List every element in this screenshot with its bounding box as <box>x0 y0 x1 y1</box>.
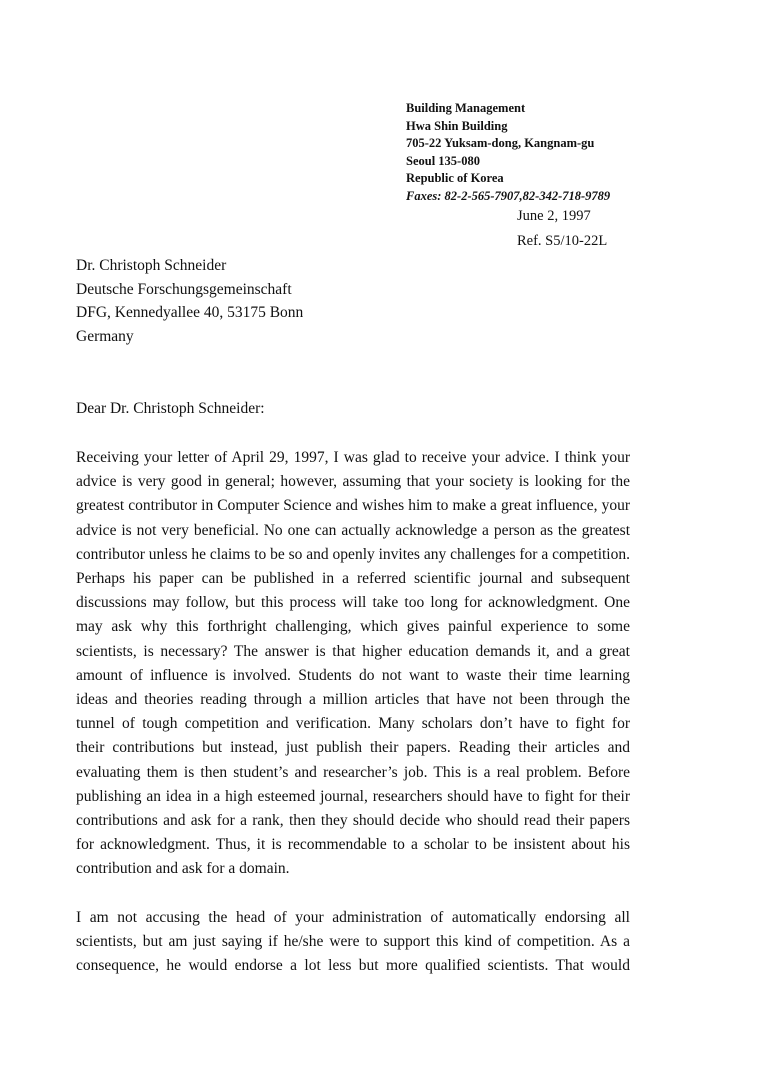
sender-line: Republic of Korea <box>406 171 504 185</box>
recipient-line: Germany <box>76 327 134 345</box>
paragraph-line: contribution and ask for a domain. <box>76 860 290 878</box>
salutation: Dear Dr. Christoph Schneider: <box>76 400 265 417</box>
body-paragraph-2 <box>76 906 630 979</box>
recipient-line: Dr. Christoph Schneider <box>76 257 227 274</box>
paragraph-line: scientists, is necessary? The answer is that higher education demands it, and a great <box>76 642 630 660</box>
paragraph-line: may ask why this forthright challenging, which gives painful experience to some <box>76 618 630 636</box>
sender-line: Building Management <box>406 101 526 115</box>
date-reference-block <box>517 204 607 254</box>
paragraph-line: ideas and theories reading through a million articles that have not been through the <box>76 691 630 709</box>
paragraph-line: publishing an idea in a high esteemed journal, researchers should have to fight for their <box>76 787 630 805</box>
recipient-address-block <box>76 254 303 348</box>
letter-reference: Ref. S5/10-22L <box>517 233 608 249</box>
paragraph-line: Perhaps his paper can be published in a referred scientific journal and subsequent <box>76 570 630 588</box>
letter-date: June 2, 1997 <box>517 208 591 224</box>
paragraph-line: contributor unless he claims to be so and openly invites any challenges for a competition. <box>76 545 630 563</box>
paragraph-line: Receiving your letter of April 29, 1997, I was glad to receive your advice. I think your <box>76 449 630 466</box>
paragraph-line: evaluating them is then student’s and researcher’s job. This is a real problem. Before <box>76 763 630 781</box>
paragraph-line: discussions may follow, but this process will take too long for acknowledgment. One <box>76 594 630 612</box>
paragraph-line: scientists, but am just saying if he/she were to support this kind of competition. As a <box>76 933 630 951</box>
recipient-line: Deutsche Forschungsgemeinschaft <box>76 280 292 298</box>
paragraph-line: I am not accusing the head of your administration of automatically endorsing all <box>76 909 630 926</box>
paragraph-line: tunnel of tough competition and verification. Many scholars don’t have to fight for <box>76 715 630 733</box>
paragraph-line: contributions and ask for a rank, then they should decide who should read their papers <box>76 812 630 830</box>
paragraph-line: advice is very good in general; however, assuming that your society is looking for the <box>76 473 630 491</box>
body-paragraph-1 <box>76 446 630 882</box>
sender-line: Seoul 135-080 <box>406 153 480 168</box>
sender-fax: Faxes: 82-2-565-7907,82-342-718-9789 <box>406 188 611 203</box>
paragraph-line: greatest contributor in Computer Science and wishes him to make a great influence, your <box>76 497 630 515</box>
sender-line: 705-22 Yuksam-dong, Kangnam-gu <box>406 136 595 150</box>
paragraph-line: amount of influence is involved. Students do not want to waste their time learning <box>76 666 630 684</box>
recipient-line: DFG, Kennedyallee 40, 53175 Bonn <box>76 304 304 321</box>
sender-address-block <box>406 100 610 205</box>
paragraph-line: advice is not very beneficial. No one can actually acknowledge a person as the greatest <box>76 521 630 539</box>
paragraph-line: their contributions but instead, just publish their papers. Reading their articles and <box>76 739 630 757</box>
sender-line: Hwa Shin Building <box>406 118 508 133</box>
paragraph-line: consequence, he would endorse a lot less but more qualified scientists. That would <box>76 957 630 975</box>
paragraph-line: for acknowledgment. Thus, it is recommendable to a scholar to be insistent about his <box>76 836 630 854</box>
